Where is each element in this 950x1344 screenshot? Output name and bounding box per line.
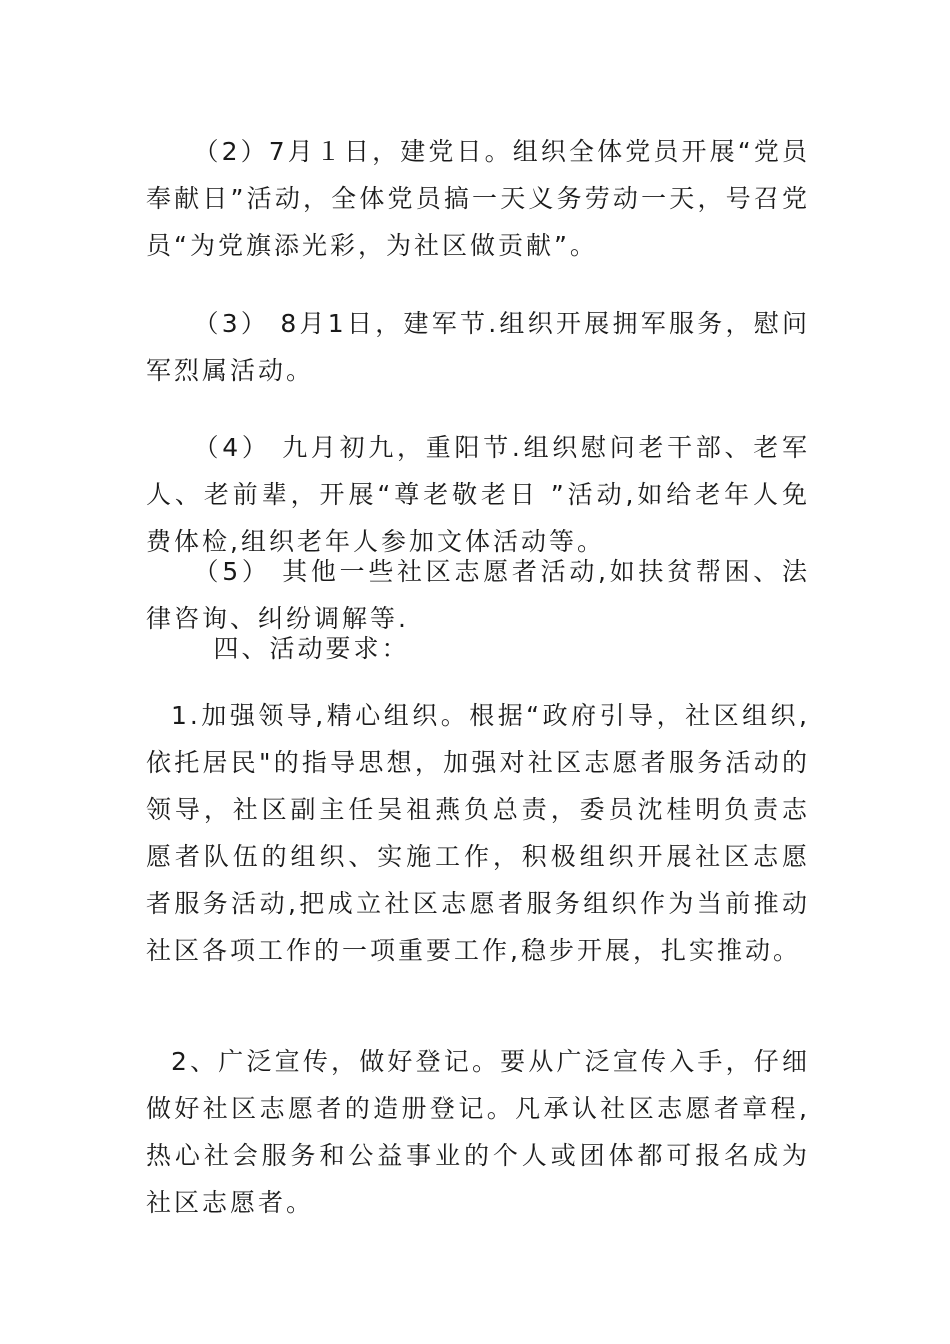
paragraph-item-3: （3） 8月1日，建军节.组织开展拥军服务，慰问军烈属活动。 <box>146 309 810 385</box>
paragraph-item-4: （4） 九月初九，重阳节.组织慰问老干部、老军人、老前辈，开展“尊老敬老日 ”活动,如给老年人免费体检,组织老年人参加文体活动等。 <box>146 433 810 556</box>
requirement-item-2: 2、广泛宣传，做好登记。要从广泛宣传入手，仔细做好社区志愿者的造册登记。凡承认社区志愿者章程,热心社会服务和公益事业的个人或团体都可报名成为社区志愿者。 <box>146 1047 810 1217</box>
section-heading-requirements: 四、活动要求： <box>213 634 410 663</box>
paragraph-item-5: （5） 其他一些社区志愿者活动,如扶贫帮困、法律咨询、纠纷调解等. <box>146 557 810 633</box>
paragraph-item-2: （2）7月１日，建党日。组织全体党员开展“党员奉献日”活动，全体党员搞一天义务劳动一天，号召党员“为党旗添光彩，为社区做贡献”。 <box>146 137 810 260</box>
requirement-item-1: 1.加强领导,精心组织。根据“政府引导，社区组织,依托居民"的指导思想，加强对社区志愿者服务活动的领导，社区副主任吴祖燕负总责，委员沈桂明负责志愿者队伍的组织、实施工作，积极组织开展社区志愿者服务活动,把成立社区志愿者服务组织作为当前推动社区各项工作的一项重要工作,稳步开展，扎实推动。 <box>146 701 810 965</box>
